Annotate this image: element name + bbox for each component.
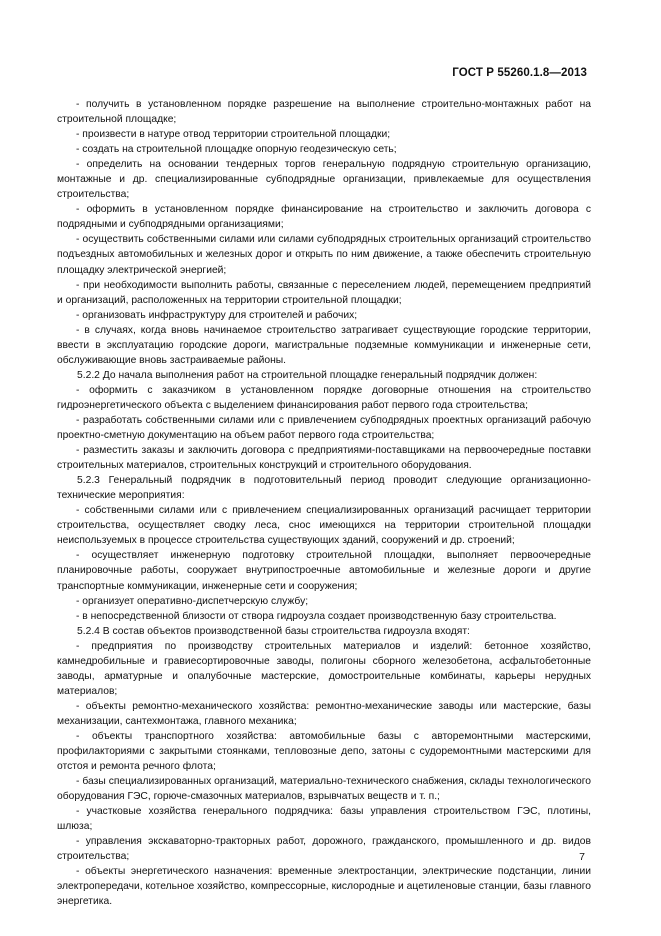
list-item: - организовать инфраструктуру для строителей и рабочих; [76, 309, 358, 321]
list-item: - оформить с заказчиком в установленном порядке договорные отношения на строительство гидроэнергетического объекта с выделением финансирования работ первого года строительства; [57, 384, 591, 411]
list-item: - определить на основании тендерных торгов генеральную подрядную строительную организацию, монтажные и др. специализированные субподрядные организации, привлекаемые для осуществления строительства; [57, 159, 591, 201]
section-paragraph: 5.2.3 Генеральный подрядчик в подготовительный период проводит следующие организационно-технические мероприятия: [57, 475, 591, 502]
list-item: - разработать собственными силами или с привлечением субподрядных проектных организаций рабочую проектно-сметную документацию на объем работ первого года строительства; [57, 414, 591, 442]
list-item: - в случаях, когда вновь начинаемое строительство затрагивает существующие городские территории, ввести в эксплуатацию городские дороги, магистральные подземные коммуникации и инженерные сети, обслуживающие вновь застраиваемые районы. [57, 324, 591, 366]
list-item: - создать на строительной площадке опорную геодезическую сеть; [76, 144, 397, 156]
page-number: 7 [579, 851, 585, 863]
list-item: - собственными силами или с привлечением специализированных организаций расчищает территории строительства, осуществляет сводку леса, снос имеющихся на территории строительной площадки неиспользуемых в процессе строительства существующих зданий, сооружений и др. строений; [57, 505, 591, 547]
list-item: - получить в установленном порядке разрешение на выполнение строительно-монтажных работ на строительной площадке; [57, 99, 591, 126]
list-item: - осуществляет инженерную подготовку строительной площадки, выполняет первоочередные планировочные работы, сооружает внутрипостроечные автомобильные и железные дороги и другие транспортные коммуникации, инженерные сети и сооружения; [57, 550, 591, 592]
list-item: - разместить заказы и заключить договора с предприятиями-поставщиками на первоочередные поставки строительных материалов, строительных конструкций и строительного оборудования. [57, 445, 591, 472]
list-item: - объекты транспортного хозяйства: автомобильные базы с авторемонтными мастерскими, профилакториями с закрытыми стоянками, тепловозные депо, затоны с судоремонтными мастерскими для отстоя и ремонта речного флота; [57, 730, 591, 773]
body-text [57, 97, 591, 910]
list-item: - оформить в установленном порядке финансирование на строительство и заключить договора с подрядными и субподрядными организациями; [57, 204, 591, 231]
list-item: - управления экскаваторно-тракторных работ, дорожного, гражданского, промышленного и др. видов строительства; [57, 836, 591, 863]
section-paragraph: 5.2.2 До начала выполнения работ на строительной площадке генеральный подрядчик должен: [77, 369, 538, 381]
list-item: - осуществить собственными силами или силами субподрядных строительных организаций строительство подъездных автомобильных и железных дорог и открыть по ним движение, а также обеспечить строительную площадку электрической энергией; [57, 234, 591, 276]
list-item: - организует оперативно-диспетчерскую службу; [76, 595, 309, 607]
list-item: - объекты энергетического назначения: временные электростанции, электрические подстанции, линии электропередачи, котельное хозяйство, компрессорные, кислородные и ацетиленовые станции, базы главного энергетика. [57, 866, 591, 908]
list-item: - произвести в натуре отвод территории строительной площадки; [76, 129, 391, 141]
section-paragraph: 5.2.4 В состав объектов производственной базы строительства гидроузла входят: [77, 625, 470, 637]
list-item: - базы специализированных организаций, материально-технического снабжения, склады технологического оборудования ГЭС, горюче-смазочных материалов, взрывчатых веществ и т. п.; [57, 776, 591, 803]
list-item: - участковые хозяйства генерального подрядчика: базы управления строительством ГЭС, плотины, шлюза; [57, 806, 591, 833]
list-item: - при необходимости выполнить работы, связанные с переселением людей, перемещением предприятий и организаций, расположенных на территории строительной площадки; [57, 279, 591, 306]
list-item: - предприятия по производству строительных материалов и изделий: бетонное хозяйство, камнедробильные и гравиесортировочные заводы, полигоны сборного железобетона, асфальтобетонные заводы, арматурные и опалубочные мастерские, домостроительные комбинаты, карьеры нерудных материалов; [57, 640, 591, 697]
list-item: - в непосредственной близости от створа гидроузла создает производственную базу строительства. [76, 610, 557, 622]
document-header: ГОСТ Р 55260.1.8—2013 [452, 67, 587, 79]
list-item: - объекты ремонтно-механического хозяйства: ремонтно-механические заводы или мастерские, базы механизации, сантехмонтажа, главного механика; [57, 700, 591, 727]
